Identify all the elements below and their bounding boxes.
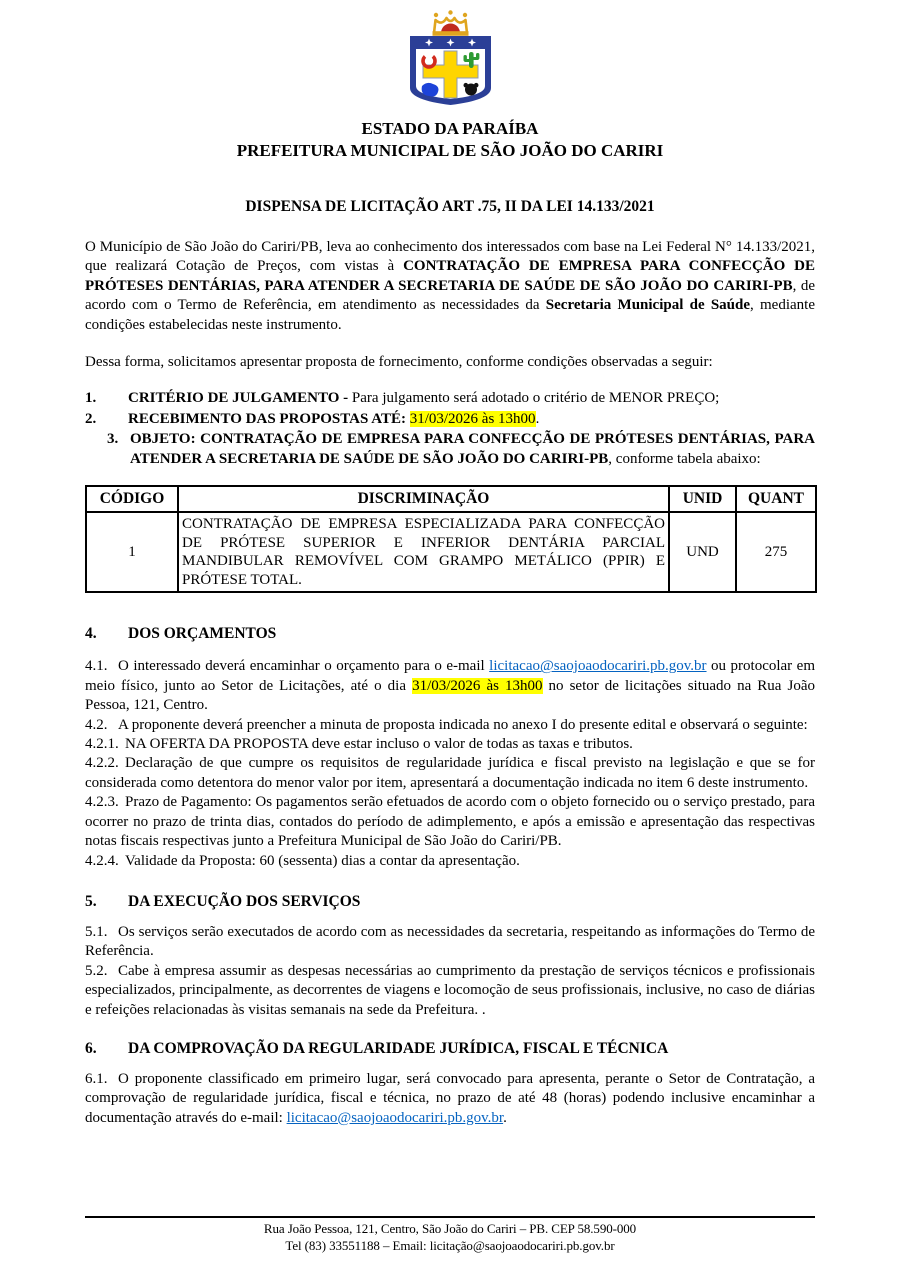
coat-of-arms-icon (398, 8, 503, 108)
item-2-number: 2. (85, 410, 97, 427)
col-header-codigo: CÓDIGO (86, 486, 178, 512)
state-name: ESTADO DA PARAÍBA (361, 119, 539, 138)
footer-address: Rua João Pessoa, 121, Centro, São João do Cariri – PB. CEP 58.590-000 (263, 1221, 637, 1236)
section-6-title: DA COMPROVAÇÃO DA REGULARIDADE JURÍDICA, FISCAL E TÉCNICA (128, 1039, 669, 1057)
cell-codigo: 1 (86, 512, 178, 592)
footer-contact: Tel (83) 33551188 – Email: licitação@saojoaodocariri.pb.gov.br (285, 1237, 615, 1253)
section-4-title: DOS ORÇAMENTOS (128, 625, 277, 643)
clause-4-2-2-number: 4.2.2. (85, 755, 119, 772)
conditions-list (85, 388, 815, 469)
intro-text-2: , de acordo com o Termo de Referência, em atendimento as necessidades da (85, 277, 815, 314)
clause-5-1-text: Os serviços serão executados de acordo com as necessidades da secretaria, respeitando as informações do Termo de Referência. (85, 923, 815, 960)
item-3-text: , conforme tabela abaixo: (608, 451, 761, 468)
clause-4-1 (85, 657, 815, 715)
clause-6-1 (85, 1070, 815, 1128)
document-title: DISPENSA DE LICITAÇÃO ART .75, II DA LEI 14.133/2021 (245, 198, 655, 215)
clause-4-2-1-number: 4.2.1. (85, 736, 119, 753)
clause-4-2-2-text: Declaração de que cumpre os requisitos de regularidade jurídica e fiscal previsto na legislação e que se for considerada como detentora do menor valor por item, apresentará a documentação indicada no item 6 deste instrumento. (85, 755, 815, 791)
email-link[interactable]: licitacao@saojoaodocariri.pb.gov.br (489, 658, 707, 675)
clause-4-2-4 (85, 852, 815, 871)
document-page (0, 8, 900, 1281)
items-table (85, 485, 817, 593)
deadline-highlight-2: 31/03/2026 às 13h00 (412, 677, 543, 694)
clause-6-1-text-1: O proponente classificado em primeiro lugar, será convocado para apresenta, perante o Setor de Contratação, a comprovação de regularidade jurídica, fiscal e técnica, no prazo de até 48 (horas) podendo inclusive encaminhar a documentação através do e-mail: (85, 1070, 815, 1126)
clause-4-2-3 (85, 793, 815, 851)
item-2-bold: RECEBIMENTO DAS PROPOSTAS ATÉ: (128, 410, 410, 427)
clause-4-1-text-3: no setor de licitações situado na Rua João Pessoa, 121, Centro. (85, 677, 815, 714)
clause-5-2-number: 5.2. (85, 962, 108, 979)
section-5-heading (85, 893, 815, 911)
list-item-3 (107, 429, 815, 469)
col-header-quant: QUANT (736, 486, 816, 512)
section-6-heading (85, 1040, 815, 1058)
cell-unid: UND (669, 512, 736, 592)
clause-4-2-3-text: Prazo de Pagamento: Os pagamentos serão efetuados de acordo com o objeto fornecido ou o serviço prestado, para ocorrer no prazo de trinta dias, contados do período de adimplemento, e após a emissão e apresentação das respectivas notas fiscais respectivas junto a Prefeitura Municipal de São João do Cariri/PB. (85, 794, 815, 850)
deadline-highlight: 31/03/2026 às 13h00 (409, 410, 536, 427)
col-header-discriminacao: DISCRIMINAÇÃO (178, 486, 669, 512)
shield-icon (410, 36, 491, 105)
list-item-2 (85, 409, 815, 430)
municipality-name: PREFEITURA MUNICIPAL DE SÃO JOÃO DO CARIRI (236, 141, 664, 160)
clause-6-1-number: 6.1. (85, 1070, 108, 1087)
clause-4-2-1 (85, 735, 815, 754)
item-3-bold: OBJETO: CONTRATAÇÃO DE EMPRESA PARA CONFECÇÃO DE PRÓTESES DENTÁRIAS, PARA ATENDER A SECRETARIA DE SAÚDE DE SÃO JOÃO DO CARIRI-PB (130, 431, 815, 468)
intro-text-1: O Município de São João do Cariri/PB, leva ao conhecimento dos interessados com base na Lei Federal N° 14.133/2021, que realizará Cotação de Preços, com vistas à (85, 239, 815, 275)
item-1-number: 1. (85, 390, 97, 407)
clause-5-2-text: Cabe à empresa assumir as despesas necessárias ao cumprimento da prestação de serviços técnicos e profissionais especializados, principalmente, as decorrentes de viagens e locomoção de seus profissionais, inclusive, no caso de diárias e refeições relacionadas às visitas semanais na sede da Prefeitura. . (85, 962, 815, 1018)
email-link-2[interactable]: licitacao@saojoaodocariri.pb.gov.br (286, 1109, 504, 1126)
intro-paragraph (85, 238, 815, 335)
section-6-number: 6. (85, 1039, 97, 1057)
table-row (86, 512, 816, 592)
clause-4-2-4-text: Validade da Proposta: 60 (sessenta) dias a contar da apresentação. (125, 852, 520, 869)
item-2-text: . (535, 410, 540, 427)
table-header-row (86, 486, 816, 512)
clause-5-1-number: 5.1. (85, 923, 108, 940)
section-4-number: 4. (85, 625, 97, 643)
intro-text-3: , mediante condições estabelecidas neste instrumento. (85, 297, 815, 333)
section-5-number: 5. (85, 892, 97, 910)
item-3-number: 3. (107, 431, 119, 448)
municipal-coat-of-arms-logo (398, 8, 503, 113)
section-4-heading (85, 625, 815, 643)
clause-4-2-text: A proponente deverá preencher a minuta de proposta indicada no anexo I do presente edital e observará o seguinte: (118, 716, 808, 733)
request-line: Dessa forma, solicitamos apresentar proposta de fornecimento, conforme condições observadas a seguir: (85, 354, 713, 371)
clause-4-1-text-1: O interessado deverá encaminhar o orçamento para o e-mail (118, 658, 490, 675)
cell-quant: 275 (736, 512, 816, 592)
clause-4-2-number: 4.2. (85, 716, 108, 733)
clause-4-1-number: 4.1. (85, 658, 108, 675)
clause-4-2-2 (85, 754, 815, 793)
list-item-1 (85, 388, 815, 409)
clause-5-1 (85, 923, 815, 962)
page-footer (85, 1216, 815, 1254)
clause-5-2 (85, 962, 815, 1020)
clause-6-1-text-2: . (503, 1109, 507, 1126)
section-5-title: DA EXECUÇÃO DOS SERVIÇOS (128, 892, 361, 910)
clause-4-2-3-number: 4.2.3. (85, 794, 119, 811)
cell-discriminacao: CONTRATAÇÃO DE EMPRESA ESPECIALIZADA PARA CONFECÇÃO DE PRÓTESE SUPERIOR E INFERIOR DENTÁRIA PARCIAL MANDIBULAR REMOVÍVEL COM GRAMPO METÁLICO (PPIR) E PRÓTESE TOTAL. (178, 512, 669, 592)
clause-4-2-1-text: NA OFERTA DA PROPOSTA deve estar incluso o valor de todas as taxas e tributos. (125, 736, 633, 753)
intro-secretary-bold: Secretaria Municipal de Saúde (545, 297, 751, 314)
clause-4-2-4-number: 4.2.4. (85, 852, 119, 869)
item-1-bold: CRITÉRIO DE JULGAMENTO - (128, 390, 349, 407)
crown-icon (432, 10, 468, 36)
intro-object-bold: CONTRATAÇÃO DE EMPRESA PARA CONFECÇÃO DE PRÓTESES DENTÁRIAS, PARA ATENDER A SECRETARIA DE SAÚDE DE SÃO JOÃO DO CARIRI-PB (85, 258, 816, 294)
clause-4-2 (85, 716, 815, 735)
col-header-unid: UNID (669, 486, 736, 512)
clause-4-1-text-2: ou protocolar em meio físico, junto ao Setor de Licitações, até o dia (85, 658, 815, 694)
item-1-text: Para julgamento será adotado o critério de MENOR PREÇO; (348, 390, 720, 407)
